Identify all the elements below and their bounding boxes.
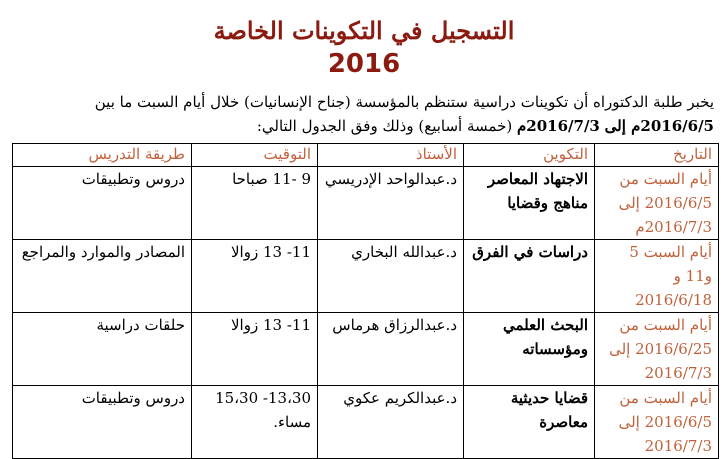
header-course: التكوين: [464, 144, 595, 167]
intro-text-2: (خمسة أسابيع) وذلك وفق الجدول التالي:: [256, 117, 513, 135]
page-year: 2016: [327, 49, 401, 79]
cell-method: دروس وتطبيقات: [13, 386, 192, 459]
cell-professor: د.عبدالله البخاري: [318, 240, 464, 313]
intro-paragraph: [14, 90, 714, 138]
cell-professor: د.عبدالواحد الإدريسي: [318, 167, 464, 240]
cell-method: حلقات دراسية: [13, 313, 192, 386]
header-method: طريقة التدريس: [13, 144, 192, 167]
cell-date: أيام السبت 5 و11 و 2016/6/18: [595, 240, 719, 313]
table-header-row: [13, 144, 719, 167]
cell-course: البحث العلمي ومؤسساته: [464, 313, 595, 386]
header-date: التاريخ: [595, 144, 719, 167]
schedule-table: [12, 143, 719, 459]
cell-date: أيام السبت من 2016/6/5 إلى 2016/7/3م: [595, 167, 719, 240]
intro-date-from: 2016/6/5م إلى: [604, 117, 714, 135]
table-row: [13, 386, 719, 459]
table-row: [13, 313, 719, 386]
cell-date: أيام السبت من 2016/6/5 إلى 2016/7/3: [595, 386, 719, 459]
cell-method: المصادر والموارد والمراجع: [13, 240, 192, 313]
intro-date-to: 2016/7/3م: [516, 117, 600, 135]
cell-time: 9 -11 صباحا: [192, 167, 318, 240]
cell-professor: د.عبدالكريم عكوي: [318, 386, 464, 459]
page-title: التسجيل في التكوينات الخاصة: [213, 16, 515, 45]
cell-course: قضايا حديثية معاصرة: [464, 386, 595, 459]
cell-method: دروس وتطبيقات: [13, 167, 192, 240]
cell-time: 11- 13 زوالا: [192, 313, 318, 386]
cell-professor: د.عبدالرزاق هرماس: [318, 313, 464, 386]
header-professor: الأستاذ: [318, 144, 464, 167]
cell-date: أيام السبت من 2016/6/25 إلى 2016/7/3: [595, 313, 719, 386]
intro-text-1: يخبر طلبة الدكتوراه أن تكوينات دراسية ستنظم بالمؤسسة (جناح الإنسانيات) خلال أيام السبت ما بين: [94, 93, 714, 111]
header-time: التوقيت: [192, 144, 318, 167]
cell-course: الاجتهاد المعاصر مناهج وقضايا: [464, 167, 595, 240]
cell-course: دراسات في الفرق: [464, 240, 595, 313]
table-row: [13, 167, 719, 240]
cell-time: 11- 13 زوالا: [192, 240, 318, 313]
cell-time: 13،30- 15،30 مساء.: [192, 386, 318, 459]
table-row: [13, 240, 719, 313]
